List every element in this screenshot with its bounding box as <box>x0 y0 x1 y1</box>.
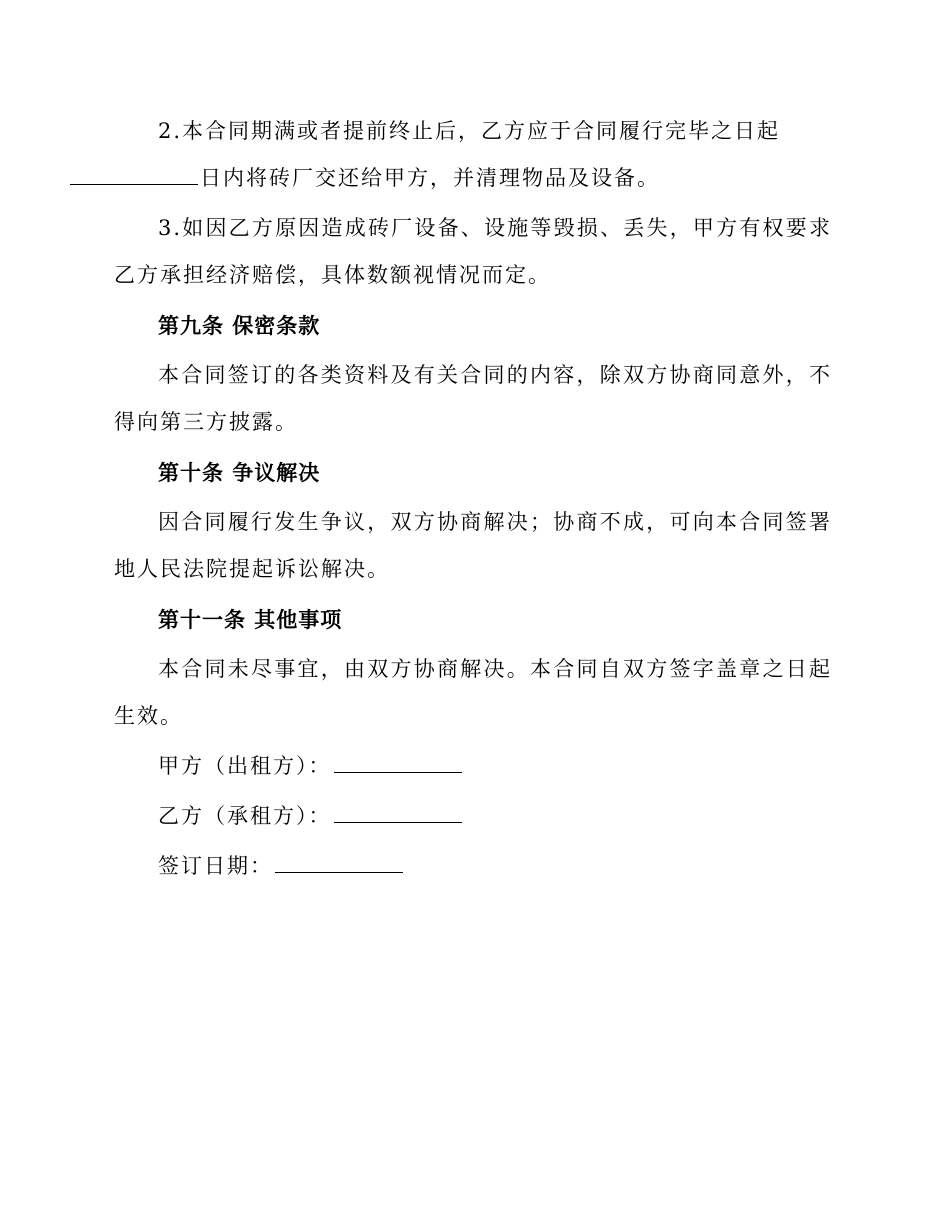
party-b-signature <box>114 793 832 840</box>
clause9-title: 第九条 保密条款 <box>158 313 321 338</box>
clause11-title: 第十一条 其他事项 <box>158 607 343 632</box>
clause8-item2 <box>114 108 832 202</box>
clause8-item2-text-2: 日内将砖厂交还给甲方，并清理物品及设备。 <box>200 166 660 190</box>
clause9-body: 本合同签订的各类资料及有关合同的内容，除双方协商同意外，不得向第三方披露。 <box>114 363 832 434</box>
clause10-title: 第十条 争议解决 <box>158 460 321 485</box>
party-a-label: 甲方（出租方）： <box>158 754 332 778</box>
clause11-body: 本合同未尽事宜，由双方协商解决。本合同自双方签字盖章之日起生效。 <box>114 657 832 728</box>
signing-date-label: 签订日期： <box>158 854 273 878</box>
party-a-blank[interactable] <box>334 771 462 773</box>
clause10-body: 因合同履行发生争议，双方协商解决；协商不成，可向本合同签署地人民法院提起诉讼解决。 <box>114 510 832 581</box>
party-a-signature <box>114 743 832 790</box>
signing-date-blank[interactable] <box>275 871 403 873</box>
signing-date <box>114 843 832 890</box>
clause8-item3: 3.如因乙方原因造成砖厂设备、设施等毁损、丢失，甲方有权要求乙方承担经济赔偿，具体数额视情况而定。 <box>114 216 832 287</box>
clause8-item2-text-1: 2.本合同期满或者提前终止后，乙方应于合同履行完毕之日起 <box>158 119 781 143</box>
return-days-blank[interactable] <box>70 183 198 185</box>
party-b-label: 乙方（承租方）： <box>158 804 332 828</box>
party-b-blank[interactable] <box>334 821 462 823</box>
contract-page <box>114 108 832 893</box>
